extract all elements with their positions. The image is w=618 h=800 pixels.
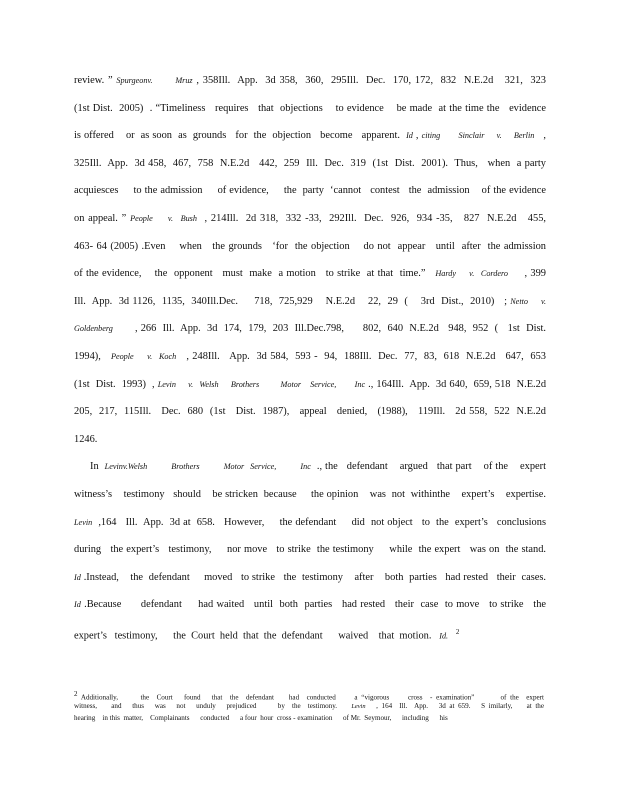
body-line: [74, 260, 546, 288]
italic-citation: People: [110, 351, 134, 361]
body-line: [74, 315, 546, 343]
body-text: [74, 67, 546, 646]
text-run: 1994),: [74, 350, 111, 362]
italic-citation: Levin: [74, 517, 93, 527]
italic-citation: Inc: [300, 462, 311, 472]
body-line: [74, 343, 546, 371]
footnote-line: [74, 689, 544, 701]
body-line: [74, 453, 546, 481]
text-run: ,164 Ill. App. 3d at 658. However, the defendant did not object to the expert’s conclusions: [92, 516, 546, 528]
body-line: [74, 150, 546, 178]
text-run: [134, 351, 147, 362]
text-run: Additionally, the Court found that the defendant had conducted a “vigorous cross - examination” of the expert: [77, 693, 544, 702]
text-run: In: [90, 461, 105, 473]
text-run: [456, 268, 469, 279]
footnote-line: [74, 701, 544, 713]
text-run: 325Ill. App. 3d 458, 467, 758 N.E.2d 442, 259 Ill. Dec. 319 (1st Dist. 2001). Thus, when a party: [74, 157, 546, 169]
text-run: ., the defendant argued that part of the expert: [310, 461, 546, 473]
text-run: (1st Dist. 2005) . “Timeliness requires that objections to evidence be made at the time the evidence: [74, 102, 546, 114]
body-line: [74, 67, 546, 95]
italic-citation: Spurgeonv.: [116, 76, 153, 85]
italic-citation: Cordero: [480, 269, 508, 279]
text-run: [448, 630, 456, 641]
footnote-marker: 2: [74, 690, 78, 698]
text-run: [219, 379, 231, 390]
text-run: [173, 213, 181, 224]
text-run: [440, 130, 458, 141]
body-line: [74, 288, 546, 316]
text-run: ,: [412, 130, 422, 142]
italic-citation: v.: [469, 269, 475, 279]
italic-citation: v.: [167, 213, 173, 223]
italic-citation: Hardy: [435, 269, 456, 279]
italic-citation: v.: [540, 296, 547, 306]
text-run: 1246.: [74, 433, 98, 445]
text-run: .Instead, the defendant moved to strike the testimony after both parties had rested their cases.: [80, 571, 546, 583]
italic-citation: Welsh: [199, 379, 219, 389]
text-run: witness, and thus was not unduly prejudiced by the testimony.: [74, 701, 352, 710]
text-run: [147, 461, 171, 472]
italic-citation: Motor: [280, 379, 302, 389]
italic-citation: Netto: [510, 296, 528, 306]
italic-citation: Goldenberg: [74, 324, 113, 334]
text-run: .Because defendant had waited until both parties had rested their case to move to strike the: [80, 599, 546, 611]
italic-citation: Mruz: [175, 76, 193, 85]
body-line: [74, 122, 546, 150]
italic-citation: Levin: [351, 702, 366, 710]
text-run: acquiesces to the admission of evidence, the party ‘cannot contest the admission of the evidence: [74, 185, 546, 197]
text-run: [474, 268, 481, 279]
text-run: ,: [534, 130, 547, 142]
italic-citation: Brothers: [230, 379, 260, 389]
text-run: 463- 64 (2005) .Even when the grounds ‘for the objection do not appear until after the admission: [74, 240, 546, 252]
body-line: [74, 95, 546, 123]
italic-citation: Berlin: [513, 131, 535, 141]
italic-citation: Id: [74, 600, 81, 610]
italic-citation: Service,: [310, 379, 337, 389]
body-line: [74, 619, 546, 647]
italic-citation: v.: [188, 379, 194, 389]
text-run: during the expert’s testimony, nor move to strike the testimony while the expert was on the stand.: [74, 544, 546, 556]
body-line: [74, 371, 546, 399]
text-run: witness’s testimony should be stricken because the opinion was not withinthe expert’s expertise.: [74, 488, 546, 500]
italic-citation: Id.: [439, 631, 449, 641]
italic-citation: Levin: [157, 379, 176, 389]
footnote: [74, 689, 544, 724]
italic-citation: People: [130, 213, 153, 223]
text-run: is offered or as soon as grounds for the objection become apparent.: [74, 130, 407, 142]
text-run: hearing in this matter, Complainants conducted a four hour cross - examination of Mr. Seymour, including his: [74, 713, 448, 722]
footnote-marker: 2: [455, 627, 460, 636]
text-run: Ill. App. 3d 1126, 1135, 340Ill.Dec. 718, 725,929 N.E.2d 22, 29 ( 3rd Dist., 2010) ;: [74, 295, 511, 307]
text-run: [336, 379, 354, 390]
body-line: [74, 426, 546, 454]
body-line: [74, 509, 546, 537]
text-run: , 248Ill. App. 3d 584, 593 - 94, 188Ill. Dec. 77, 83, 618 N.E.2d 647, 653: [176, 350, 546, 362]
italic-citation: Sinclair: [458, 131, 485, 141]
italic-citation: Id: [406, 131, 413, 141]
text-run: [176, 379, 188, 390]
body-line: [74, 591, 546, 619]
italic-citation: v.: [496, 131, 502, 141]
body-line: [74, 205, 546, 233]
text-run: [528, 296, 541, 307]
text-run: 205, 217, 115Ill. Dec. 680 (1st Dist. 1987), appeal denied, (1988), 119Ill. 2d 558, 522 N.E.2d: [74, 406, 546, 418]
footnote-line: [74, 713, 544, 725]
text-run: [301, 379, 310, 390]
body-line: [74, 481, 546, 509]
text-run: [200, 461, 224, 472]
italic-citation: Id: [74, 572, 81, 582]
text-run: ., 164Ill. App. 3d 640, 659, 518 N.E.2d: [365, 378, 547, 390]
italic-citation: v.: [147, 351, 153, 361]
text-run: [153, 213, 168, 224]
body-line: [74, 177, 546, 205]
body-line: [74, 536, 546, 564]
text-run: review. ”: [74, 75, 117, 86]
body-line: [74, 233, 546, 261]
text-run: , 358Ill. App. 3d 358, 360, 295Ill. Dec. 170, 172, 832 N.E.2d 321, 323: [192, 75, 546, 86]
text-run: on appeal. ”: [74, 212, 131, 224]
text-run: [502, 130, 514, 141]
italic-citation: citing: [421, 131, 441, 141]
italic-citation: Levinv.Welsh: [104, 462, 148, 472]
italic-citation: Motor: [223, 462, 245, 472]
text-run: , 266 Ill. App. 3d 174, 179, 203 Ill.Dec.798, 802, 640 N.E.2d 948, 952 ( 1st Dist.: [112, 323, 546, 335]
text-run: [153, 75, 176, 86]
body-line: [74, 564, 546, 592]
body-line: [74, 398, 546, 426]
text-run: [259, 379, 280, 390]
italic-citation: Inc: [354, 379, 366, 389]
italic-citation: Koch: [158, 351, 177, 361]
italic-citation: Bush: [180, 213, 197, 223]
italic-citation: Service,: [250, 462, 277, 472]
text-run: expert’s testimony, the Court held that the defendant waived that motion.: [74, 630, 440, 642]
text-run: of the evidence, the opponent must make a motion to strike at that time.”: [74, 268, 436, 280]
text-run: [484, 130, 496, 141]
text-run: , 164 Ill. App. 3d at 659. S imilarly, at the: [365, 701, 544, 710]
text-run: , 214Ill. 2d 318, 332 -33, 292Ill. Dec. 926, 934 -35, 827 N.E.2d 455,: [196, 212, 546, 224]
italic-citation: Brothers: [171, 462, 200, 472]
text-run: [276, 461, 300, 472]
text-run: , 399: [508, 268, 546, 280]
text-run: [152, 351, 159, 362]
text-run: (1st Dist. 1993) ,: [74, 378, 158, 390]
